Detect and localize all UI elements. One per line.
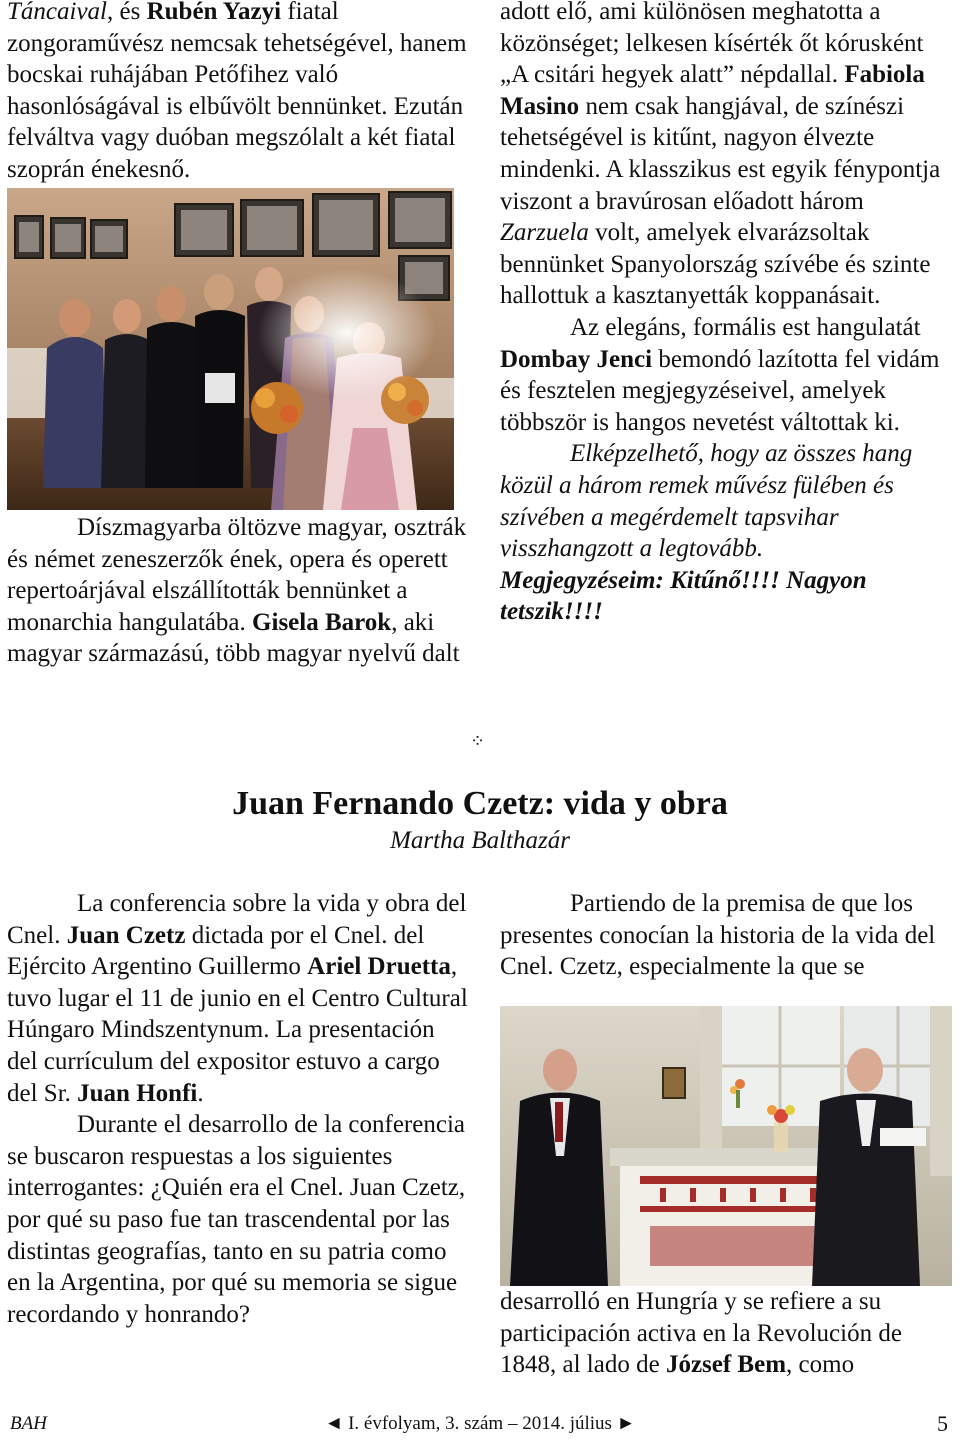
hu-right-paragraph-3 [500,438,956,564]
text-span: . [197,1079,204,1107]
text-span: La conferencia sobre la vida y obra del Cnel. [7,890,467,949]
text-span: adott elő, ami különösen meghatotta a közönséget; lelkesen kísérték őt kórusként „A csitári hegyek alatt” népdallal. [500,0,924,89]
hu-right-column [500,0,956,628]
performer-name: Gisela Barok [252,608,392,636]
article-left-column [7,888,469,1330]
hu-intro-column [7,0,469,186]
text-span: , és [107,0,147,25]
italic-text: Táncaival [7,0,107,25]
hu-second-paragraph-column [7,512,469,670]
text-span: Díszmagyarba öltözve magyar, osztrák és német zeneszerzők ének, opera és operett repertoárjával elszállították bennünket a monarchia hangulatába. [7,514,467,636]
hu-intro-paragraph [7,0,469,186]
italic-text: Elképzelhető, hogy az összes hang közül a három remek művész fülében és szívében a megérdemelt tapsvihar visszhangzott a legtovább. [500,440,913,563]
person-name: Juan Czetz [66,921,186,949]
performer-name: Rubén Yazyi [146,0,282,25]
page-number: 5 [937,1411,948,1436]
conference-photo [500,1006,952,1286]
text-span: desarrolló en Hungría y se refiere a su participación activa en la Revolución de 1848, al lado de [500,1288,902,1379]
article-right-paragraph-1: Partiendo de la premisa de que los presentes conocían la historia de la vida del Cnel. Czetz, especialmente la que se [500,890,936,981]
article-paragraph-2: Durante el desarrollo de la conferencia se buscaron respuestas a los siguientes interrogantes: ¿Quién era el Cnel. Juan Czetz, por qué su paso fue tan trascendental por las distintas geografías, tanto en su patria como en la Argentina, por qué su memoria se sigue recordando y honrando? [7,1111,466,1328]
article-right-column-continued [500,1286,956,1381]
performer-name: Fabiola Masino [500,61,925,120]
person-name: József Bem [665,1351,787,1379]
page-footer [0,1411,960,1441]
remarks-text: Megjegyzéseim: Kitűnő!!!! Nagyon tetszik!!!! [500,566,867,626]
italic-text: Zarzuela [500,219,589,247]
text-span: dictada por el Cnel. del Ejército Argentino Guillermo [7,921,425,981]
text-span: nem csak hangjával, de színészi tehetségével is kitűnt, nagyon élvezte mindenki. A klasszikus est egyik fénypontja viszont a bravúrosan előadott három [500,92,941,215]
hu-right-paragraph-1 [500,0,956,312]
text-span: Az elegáns, formális est hangulatát [570,313,921,341]
article-title: Juan Fernando Czetz: vida y obra [232,785,728,822]
text-span: , como [786,1351,855,1379]
article-right-column [500,888,956,983]
footer-issue: ◄ I. évfolyam, 3. szám – 2014. július ► [324,1413,636,1434]
text-span: volt, amelyek elvarázsoltak bennünket Spanyolország szívébe és szinte hallottuk a kasztanyetták koppanásait. [500,219,931,310]
text-span: fiatal zongoraművész nemcsak tehetségével, hanem bocskai ruhájában Petőfihez való hasonlóságával is elbűvölt bennünket. Ezután felváltva vagy duóban megszólalt a két fiatal szoprán énekesnő. [7,0,467,183]
hu-second-paragraph [7,512,469,670]
concert-photo [7,188,454,510]
text-span: bemondó lazította fel vidám és fesztelen megjegyzéseivel, amelyek többször is hangos nevetést váltottak ki. [500,345,940,436]
article-author: Martha Balthazár [390,827,570,854]
presenter-name: Dombay Jenci [500,345,653,373]
section-separator: ⁘ [470,731,486,751]
article-right-paragraph-2 [500,1286,956,1381]
footer-brand: BAH [10,1413,47,1434]
person-name: Ariel Druetta [307,953,451,981]
hu-right-paragraph-2 [500,312,956,438]
article-paragraph-1 [7,888,469,1109]
person-name: Juan Honfi [77,1079,198,1107]
hu-right-paragraph-4 [500,565,956,628]
text-span: , aki magyar származású, több magyar nyelvű dalt [7,608,460,668]
text-span: , tuvo lugar el 11 de junio en el Centro Cultural Húngaro Mindszentynum. La presentación del currículum del expositor estuvo a cargo del Sr. [7,953,468,1107]
